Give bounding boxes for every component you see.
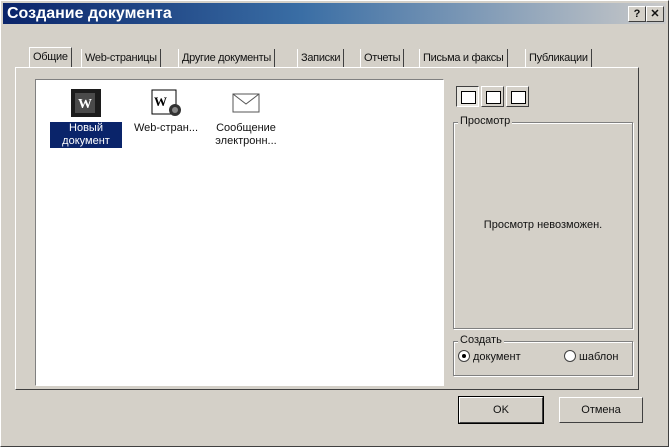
tab-other-documents[interactable]: Другие документы xyxy=(178,49,275,67)
details-view-icon xyxy=(511,91,526,104)
list-view-button[interactable] xyxy=(481,86,504,107)
help-button[interactable]: ? xyxy=(628,6,646,22)
tab-reports[interactable]: Отчеты xyxy=(360,49,404,67)
create-groupbox xyxy=(453,334,633,376)
radio-indicator[interactable] xyxy=(564,350,576,362)
ok-button[interactable]: OK xyxy=(459,397,543,423)
email-message-icon xyxy=(229,88,263,118)
tab-memos[interactable]: Записки xyxy=(297,49,344,67)
preview-message: Просмотр невозможен. xyxy=(483,219,603,231)
preview-groupbox xyxy=(453,115,633,329)
dialog-title: Создание документа xyxy=(7,5,172,22)
tab-general[interactable]: Общие xyxy=(29,47,72,68)
file-label: Новый документ xyxy=(50,122,122,148)
template-list[interactable] xyxy=(35,79,444,386)
radio-indicator[interactable] xyxy=(458,350,470,362)
cancel-button[interactable]: Отмена xyxy=(559,397,643,423)
svg-text:W: W xyxy=(154,94,167,109)
title-bar[interactable] xyxy=(3,3,666,24)
radio-template[interactable] xyxy=(564,350,618,363)
radio-document[interactable] xyxy=(458,350,521,363)
svg-text:W: W xyxy=(78,97,92,112)
details-view-button[interactable] xyxy=(506,86,529,107)
file-label: Web-стран... xyxy=(133,122,199,134)
web-page-icon xyxy=(149,88,183,118)
file-item-email-message[interactable] xyxy=(210,88,282,148)
preview-title: Просмотр xyxy=(460,115,511,127)
close-button[interactable]: ✕ xyxy=(646,6,664,22)
file-label: Сообщение электронн... xyxy=(215,122,277,147)
tab-letters-faxes[interactable]: Письма и факсы xyxy=(419,49,508,67)
tab-web-pages[interactable]: Web-страницы xyxy=(81,49,161,67)
create-title: Создать xyxy=(460,334,502,346)
file-item-web-page[interactable] xyxy=(130,88,202,135)
large-icons-view-icon xyxy=(461,91,476,104)
radio-document-label: документ xyxy=(473,351,521,363)
file-item-new-document[interactable] xyxy=(50,88,122,148)
list-view-icon xyxy=(486,91,501,104)
tab-publications[interactable]: Публикации xyxy=(525,49,592,67)
radio-template-label: шаблон xyxy=(579,351,619,363)
word-document-icon xyxy=(69,88,103,118)
large-icons-view-button[interactable] xyxy=(456,86,479,107)
